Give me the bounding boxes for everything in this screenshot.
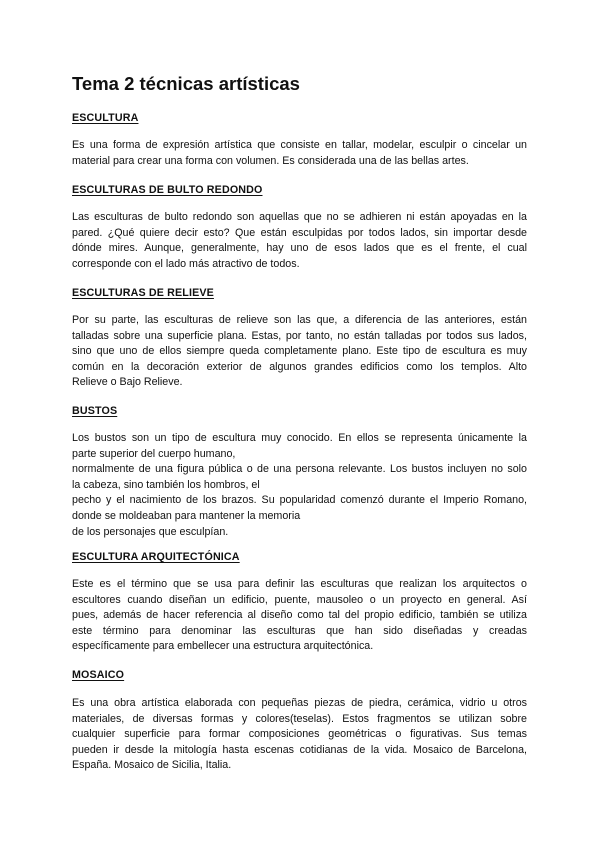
page-title: Tema 2 técnicas artísticas xyxy=(72,73,300,94)
paragraph-line: pues, además de hacer referencia al diseño como tal del propio edificio, también se utiliza xyxy=(72,609,527,622)
section-paragraph-bustos xyxy=(72,431,527,540)
paragraph-line: corresponde con el lado más atractivo de todos. xyxy=(72,257,300,270)
section-heading-arquitectonica: ESCULTURA ARQUITECTÓNICA xyxy=(72,551,240,563)
paragraph-line: talladas sobre una superficie plana. Estas, por tanto, no están talladas por todos sus lados, xyxy=(72,329,527,342)
paragraph-line: dónde mires. Aunque, generalmente, hay uno de esos lados que es el frente, el cual xyxy=(72,242,527,255)
paragraph-line: Las esculturas de bulto redondo son aquellas que no se adhieren ni están apoyadas en la xyxy=(72,211,527,223)
section-heading-bustos: BUSTOS xyxy=(72,405,118,417)
paragraph-line: específicamente para embellecer una estructura arquitectónica. xyxy=(72,640,374,653)
paragraph-line: escultores cuando diseñan un edificio, puente, mausoleo o un proyecto en general. Así xyxy=(72,593,527,606)
paragraph-line: pared. ¿Qué quiere decir esto? Que están esculpidas por todos lados, sin importar desde xyxy=(72,226,527,239)
section-heading-escultura: ESCULTURA xyxy=(72,112,139,124)
section-paragraph-relieve xyxy=(72,313,527,391)
paragraph-line: este término para denominar las esculturas que han sido diseñadas y creadas xyxy=(72,624,527,637)
paragraph-line: parte superior del cuerpo humano, xyxy=(72,447,236,460)
paragraph-line: Es una forma de expresión artística que consiste en tallar, modelar, esculpir o cincelar un xyxy=(72,139,527,151)
paragraph-line: Por su parte, las esculturas de relieve son las que, a diferencia de las anteriores, están xyxy=(72,314,527,326)
section-heading-bulto-redondo: ESCULTURAS DE BULTO REDONDO xyxy=(72,184,263,196)
paragraph-line: Este es el término que se usa para definir las esculturas que realizan los arquitectos o xyxy=(72,578,527,590)
paragraph-line: Es una obra artística elaborada con pequeñas piezas de piedra, cerámica, vidrio u otros xyxy=(72,697,527,709)
paragraph-line: común en la decoración exterior de algunos grandes edificios como los templos. Alto xyxy=(72,360,527,373)
paragraph-line: materiales, de diversas formas y colores(teselas). Estos fragmentos se utilizan sobre xyxy=(72,712,527,725)
paragraph-line: cualquier superficie para formar composiciones geométricas o figurativas. Sus temas xyxy=(72,728,527,741)
section-heading-relieve: ESCULTURAS DE RELIEVE xyxy=(72,287,214,299)
paragraph-line: donde se moldeaban para mantener la memoria xyxy=(72,509,301,522)
section-paragraph-escultura xyxy=(72,138,527,169)
paragraph-line: Los bustos son un tipo de escultura muy conocido. En ellos se representa únicamente la xyxy=(72,432,527,444)
paragraph-line: de los personajes que esculpían. xyxy=(72,525,229,538)
paragraph-line: pueden ir desde la mitología hasta escenas cotidianas de la vida. Mosaico de Barcelona, xyxy=(72,743,527,756)
paragraph-line: pecho y el nacimiento de los brazos. Su popularidad comenzó durante el Imperio Romano, xyxy=(72,494,527,507)
section-paragraph-mosaico xyxy=(72,696,527,774)
paragraph-line: Relieve o Bajo Relieve. xyxy=(72,376,183,389)
section-paragraph-arquitectonica xyxy=(72,577,527,655)
paragraph-line: material para crear una forma con volumen. Es considerada una de las bellas artes. xyxy=(72,154,469,167)
paragraph-line: normalmente de una figura pública o de una persona relevante. Los bustos incluyen no solo xyxy=(72,463,527,476)
section-paragraph-bulto-redondo xyxy=(72,210,527,272)
paragraph-line: la cabeza, sino también los hombros, el xyxy=(72,478,260,491)
section-heading-mosaico: MOSAICO xyxy=(72,669,125,681)
paragraph-line: España. Mosaico de Sicilia, Italia. xyxy=(72,759,232,772)
paragraph-line: sino que uno de ellos siempre queda completamente plano. Este tipo de escultura es muy xyxy=(72,345,527,358)
